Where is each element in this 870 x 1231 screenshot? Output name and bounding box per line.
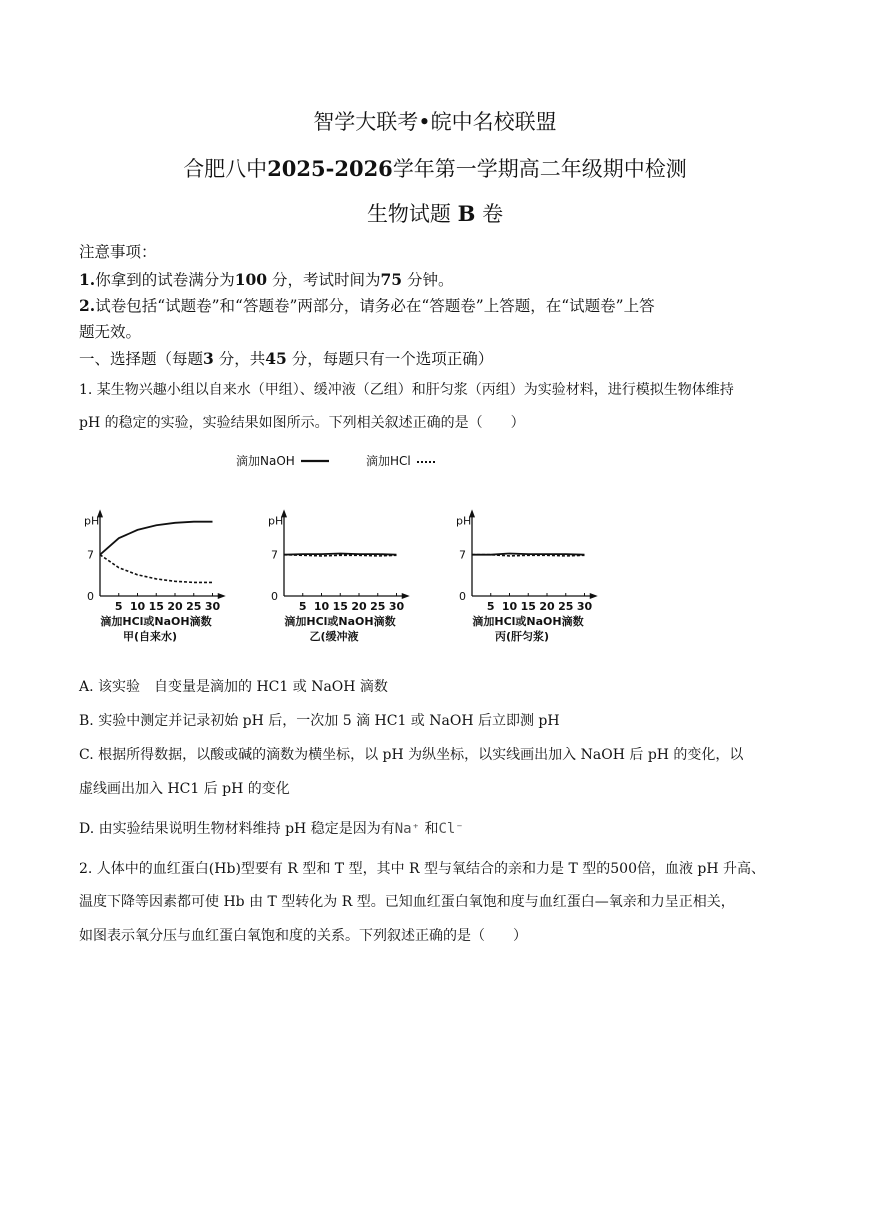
q1-option-c-text1: C. 根据所得数据，以酸或碱的滴数为横坐标，以 pH 为纵坐标，以实线画出加入 NaOH 后 pH 的变化，以 [79,747,744,763]
section-total: 45 [265,349,287,368]
note-1-text-b: 分，考试时间为 [272,271,381,289]
q1-option-b[interactable] [79,710,560,730]
chloride-ion: Cl⁻ [438,821,464,837]
header-subject: 生物试题 [366,202,451,226]
exam-header-line3 [0,198,870,228]
panel-caption: 甲(自来水) [122,630,178,643]
notes-heading [79,240,157,262]
note-2-text-a: 试卷包括“试题卷”和“答题卷”两部分，请务必在“答题卷”上答题，在“试题卷”上答 [95,297,655,315]
note-1-num: 1. [79,270,96,289]
x-tick-label: 25 [370,600,386,613]
exam-header-line1 [0,106,870,136]
note-2-cont [79,320,141,342]
header-year: 2025-2026 [267,156,393,181]
q2-stem-text1: 2. 人体中的血红蛋白(Hb)型要有 R 型和 T 型，其中 R 型与氧结合的亲和力是 T 型的500倍，血液 pH 升高、 [79,861,766,877]
note-1 [79,268,454,290]
x-tick-label: 15 [520,600,536,613]
y-axis-label: pH [268,514,284,528]
legend-hcl [366,452,439,469]
q2-stem-line2 [79,891,735,911]
q1-stem-line2 [79,412,525,432]
y-tick-label: 7 [271,548,278,562]
q1-option-a-text: A. 该实验 自变量是滴加的 HC1 或 NaOH 滴数 [79,679,388,695]
y-tick-label: 7 [459,548,466,562]
q1-stem-text1: 1. 某生物兴趣小组以自来水（甲组）、缓冲液（乙组）和肝匀浆（丙组）为实验材料，进行模拟生物体维持 [79,382,734,398]
legend-hcl-label: 滴加HCl [366,454,411,468]
note-2 [79,294,655,316]
header-line1-text: 智学大联考•皖中名校联盟 [313,110,557,134]
q1-option-d-text: D. 由实验结果说明生物材料维持 pH 稳定是因为有 [79,821,395,837]
x-tick-label: 5 [114,600,123,613]
note-1-time: 75 [380,270,403,289]
x-tick-label: 10 [501,600,518,613]
note-1-text-c: 分钟。 [407,271,454,289]
y-tick-label: 7 [87,548,94,562]
x-tick-label: 20 [539,600,555,613]
q2-stem-text2: 温度下降等因素都可使 Hb 由 T 型转化为 R 型。已知血红蛋白氧饱和度与血红蛋白—氧亲和力呈正相关， [79,894,735,910]
panel-caption: 丙(肝匀浆) [494,630,550,643]
chart-jia [78,474,253,654]
header-volume: 卷 [482,202,504,226]
x-axis-label: 滴加HCl或NaOH滴数 [100,615,212,628]
q1-option-d[interactable] [79,818,464,838]
x-tick-label: 30 [576,600,593,613]
q1-option-a[interactable] [79,676,388,696]
section-points: 3 [203,349,214,368]
q2-stem-text3: 如图表示氧分压与血红蛋白氧饱和度的关系。下列叙述正确的是（ ） [79,928,527,944]
legend-naoh-label: 滴加NaOH [236,454,295,468]
q1-option-b-text: B. 实验中测定并记录初始 pH 后，一次加 5 滴 HC1 或 NaOH 后立即测 pH [79,713,560,729]
note-2-text-b: 题无效。 [79,323,142,341]
y-axis-label: pH [456,514,472,528]
x-tick-label: 25 [186,600,202,613]
x-tick-label: 25 [558,600,574,613]
x-tick-label: 30 [388,600,405,613]
x-tick-label: 30 [204,600,221,613]
x-axis-arrow-icon [590,593,598,599]
x-tick-label: 10 [129,600,146,613]
header-school: 合肥八中 [183,157,268,181]
y-axis-label: pH [84,514,100,528]
q2-stem-line3 [79,925,527,945]
x-axis-arrow-icon [402,593,410,599]
y-tick-label: 0 [459,590,466,603]
section-text-c: 分，每题只有一个选项正确） [291,350,494,368]
header-term: 学年第一学期高二年级期中检测 [392,157,687,181]
x-tick-label: 20 [167,600,183,613]
exam-header-line2 [0,153,870,183]
y-tick-label: 0 [87,590,94,603]
x-tick-label: 20 [351,600,367,613]
note-1-score: 100 [234,270,268,289]
note-2-num: 2. [79,296,96,315]
x-axis-arrow-icon [218,593,226,599]
panel-caption: 乙(缓冲液 [309,630,359,643]
q1-option-c-text2: 虚线画出加入 HC1 后 pH 的变化 [79,781,290,797]
section-heading [79,347,493,369]
x-axis-label: 滴加HCl或NaOH滴数 [284,615,396,628]
x-axis-label: 滴加HCl或NaOH滴数 [472,615,584,628]
legend-solid-line-icon [299,457,331,465]
q1-option-c-cont [79,778,290,798]
series-hcl-line [100,555,213,583]
y-tick-label: 0 [271,590,278,603]
q1-option-d-and: 和 [424,821,439,837]
legend-naoh [236,452,331,469]
q2-stem-line1 [79,858,765,878]
x-tick-label: 10 [313,600,330,613]
chart-bing [450,474,625,654]
note-1-text-a: 你拿到的试卷满分为 [95,271,235,289]
q1-stem-line1 [79,379,734,399]
sodium-ion: Na⁺ [394,821,420,837]
section-text-a: 一、选择题（每题 [79,350,204,368]
chart-yi [262,474,437,654]
header-version: B [457,201,476,226]
section-text-b: 分，共 [218,350,266,368]
x-tick-label: 15 [148,600,164,613]
x-tick-label: 5 [486,600,495,613]
notes-heading-text: 注意事项： [79,243,157,261]
series-naoh-line [100,522,213,555]
x-tick-label: 5 [298,600,307,613]
x-tick-label: 15 [332,600,348,613]
q1-option-c[interactable] [79,744,743,764]
legend-dashed-line-icon [415,457,439,465]
q1-stem-text2: pH 的稳定的实验，实验结果如图所示。下列相关叙述正确的是（ ） [79,415,525,431]
